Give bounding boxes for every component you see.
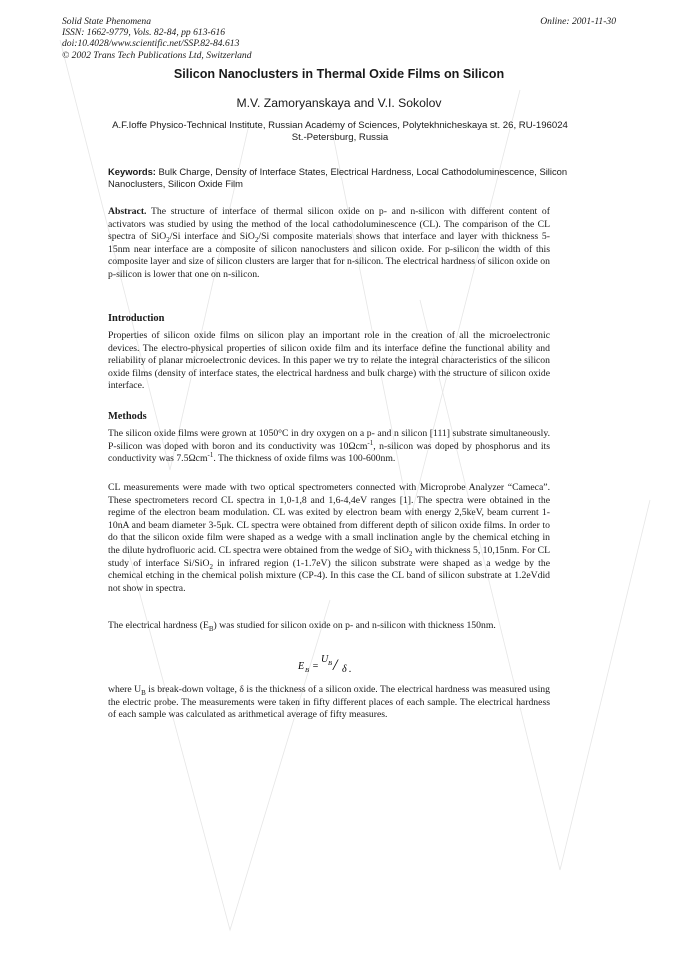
methods-paragraph-2 — [108, 482, 550, 595]
subscript: B — [208, 624, 214, 633]
keywords-label: Keywords: — [108, 166, 156, 177]
subscript: 2 — [408, 549, 413, 558]
methods-text: The electrical hardness (E — [108, 620, 209, 631]
superscript: -1 — [367, 438, 374, 447]
formula-lhs-sub: B — [305, 667, 309, 674]
subscript: 2 — [209, 562, 213, 571]
methods-text: CL measurements were made with two optical spectrometers connected with Microprobe Analyzer “Cameca”. These spectrometers record CL spectra in 1,0-1,8 and 1,6-4,4eV ranges [1]. The spectra were obtained in the regime of the electron beam modulation. CL was exited by electron beam with energy 2,5keV, beam current 1-10nA and beam diameter 3-5 — [108, 482, 550, 531]
subscript: B — [141, 688, 146, 697]
journal-header — [62, 16, 382, 61]
introduction-heading: Introduction — [108, 313, 165, 324]
keywords-block — [108, 166, 578, 190]
methods-paragraph-4 — [108, 684, 550, 722]
abstract-text-3: /Si composite materials shows that interface and layer with thickness 5-15nm near interface are a composite of silicon nanoclusters and silicon oxide. For p-silicon the width of this composite layer and size of silicon clusters are larger that for n-silicon. The electrical hardness of silicon oxide on p-silicon is lower that one on n-silicon. — [108, 231, 550, 280]
mu-symbol: μ — [221, 519, 227, 531]
methods-heading: Methods — [108, 411, 147, 422]
formula-numerator-sub: B — [328, 660, 332, 667]
keywords-text: Bulk Charge, Density of Interface States, Electrical Hardness, Local Cathodoluminescence, Silicon Nanoclusters, Silicon Oxide Film — [108, 166, 568, 189]
paper-authors: M.V. Zamoryanskaya and V.I. Sokolov — [236, 96, 442, 110]
issn-line: ISSN: 1662-9779, Vols. 82-84, pp 613-616 — [62, 27, 226, 39]
unit-text: cm — [195, 453, 208, 465]
delta-symbol: δ — [239, 684, 244, 695]
ohm-symbol: Ω — [348, 440, 356, 452]
formula-numerator: U — [321, 654, 329, 665]
affiliation: A.F.Ioffe Physico-Technical Institute, Russian Academy of Sciences, Polytekhnicheskaya st. 26, RU-196024 St.-Petersburg, Russia — [112, 120, 568, 143]
formula-end: . — [349, 664, 352, 675]
journal-name: Solid State Phenomena — [62, 16, 151, 27]
abstract-text-1: The structure of interface of thermal silicon oxide on p- and n-silicon with different content of activators was studied by using the method of the local cathodoluminescence (CL). The comparison of the CL spectra of SiO — [108, 206, 550, 243]
paper-title: Silicon Nanoclusters in Thermal Oxide Films on Silicon — [173, 67, 505, 81]
abstract-text-2: /Si interface and SiO — [169, 231, 255, 243]
formula-denominator: δ — [342, 664, 347, 675]
introduction-paragraph: Properties of silicon oxide films on silicon play an important role in the creation of all the microelectronic devices. The electro-physical properties of silicon oxide film and its interface define the functional ability and reliability of planar microelectronic devices. In this paper we try to relate the integral characteristics of the silicon oxide films (density of interface states, the electrical hardness and bulk charge) with the structure of silicon oxide interface. — [108, 330, 550, 392]
formula-slash: / — [333, 657, 338, 674]
formula-equals: = — [312, 661, 319, 672]
methods-text: k. CL spectra were obtained from different depth of silicon oxide films. In order to do that the silicon oxide film were shaped as a wedge with a small inclination angle by the chemical etching in the dilute hydrofluoric acid. CL spectra were obtained from the wedge of SiO — [108, 519, 550, 556]
formula-lhs: E — [298, 661, 305, 672]
methods-text: with thickness 5, 10,15nm. For CL study of interface Si/SiO — [108, 544, 550, 569]
methods-text: The silicon oxide films were grown at 1050°C in dry oxygen on a p- and n silicon [111] substrate simultaneously. P-silicon was doped with boron and its conductivity was 10 — [108, 428, 550, 452]
hardness-formula — [296, 651, 376, 677]
abstract-paragraph — [108, 206, 550, 282]
methods-text: where U — [108, 684, 142, 695]
unit-text: cm — [355, 440, 368, 452]
abstract-label: Abstract. — [108, 206, 147, 217]
doi-line: doi:10.4028/www.scientific.net/SSP.82-84.613 — [62, 38, 240, 50]
superscript: -1 — [207, 450, 214, 459]
copyright-line: © 2002 Trans Tech Publications Ltd, Switzerland — [62, 49, 252, 61]
subscript: 2 — [166, 236, 170, 245]
methods-text: , n-silicon was doped by phosphorus and its conductivity was 7.5 — [108, 440, 550, 465]
methods-paragraph-1 — [108, 428, 550, 466]
methods-text: is the thickness of a silicon oxide. The electrical hardness was measured using the electric probe. The measurements were taken in fifty different places of each sample. The electrical hardness of each sample was calculated as arithmetical average of fifty measures. — [108, 684, 550, 721]
subscript: 2 — [254, 236, 259, 245]
methods-text: in infrared region (1-1.7eV) the silicon substrate were shaped as a wedge by the chemical etching in the chemical polish mixture (CP-4). In this case the CL band of silicon substrate at 1.2eVdid not show in spectra. — [108, 557, 550, 594]
methods-paragraph-3 — [108, 620, 550, 633]
methods-text: . The thickness of oxide films was 100-600nm. — [213, 453, 396, 465]
methods-text: is break-down voltage, — [145, 684, 240, 695]
methods-text: ) was studied for silicon oxide on p- and n-silicon with thickness 150nm. — [213, 620, 496, 631]
ohm-symbol: Ω — [188, 453, 196, 465]
online-date: Online: 2001-11-30 — [540, 16, 616, 27]
